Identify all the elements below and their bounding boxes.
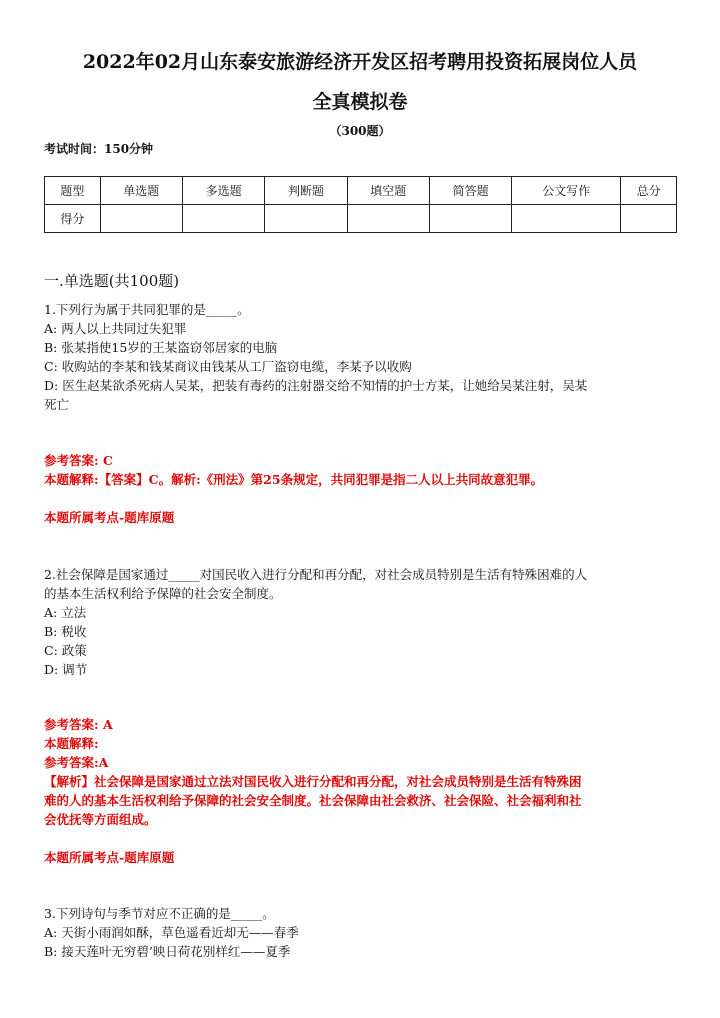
document-title-line1: 2022年02月山东泰安旅游经济开发区招考聘用投资拓展岗位人员 xyxy=(82,51,638,73)
q2-option-d: D: 调节 xyxy=(44,662,88,677)
score-table xyxy=(44,176,677,233)
score-header-cell: 简答题 xyxy=(429,177,511,205)
q1-option-b: B: 张某指使15岁的王某盗窃邻居家的电脑 xyxy=(44,340,278,355)
score-cell xyxy=(621,205,677,233)
score-header-cell: 公文写作 xyxy=(512,177,621,205)
q2-explanation-line3: 会优抚等方面组成。 xyxy=(44,812,157,827)
score-cell xyxy=(512,205,621,233)
score-header-cell: 填空题 xyxy=(347,177,429,205)
score-cell xyxy=(100,205,182,233)
q1-explanation: 本题解释:【答案】C。解析:《刑法》第25条规定，共同犯罪是指二人以上共同故意犯罪。 xyxy=(44,472,544,487)
q2-answer-repeat: 参考答案:A xyxy=(44,755,109,770)
score-cell xyxy=(182,205,264,233)
score-header-cell: 判断题 xyxy=(265,177,347,205)
score-row-label: 得分 xyxy=(45,205,101,233)
score-cell xyxy=(429,205,511,233)
q2-option-b: B: 税收 xyxy=(44,624,87,639)
q3-stem: 3.下列诗句与季节对应不正确的是_____。 xyxy=(44,906,275,921)
q2-explanation-line1: 【解析】社会保障是国家通过立法对国民收入进行分配和再分配，对社会成员特别是生活有特殊困 xyxy=(44,774,582,789)
score-header-cell: 单选题 xyxy=(100,177,182,205)
q1-source: 本题所属考点-题库原题 xyxy=(44,510,175,525)
score-header-cell: 总分 xyxy=(621,177,677,205)
q2-option-a: A: 立法 xyxy=(44,605,87,620)
score-header-cell: 多选题 xyxy=(182,177,264,205)
q3-option-b: B: 接天莲叶无穷碧’映日荷花别样红——夏季 xyxy=(44,944,291,959)
q2-option-c: C: 政策 xyxy=(44,643,87,658)
q2-explanation-label: 本题解释: xyxy=(44,736,99,751)
score-cell xyxy=(265,205,347,233)
score-table-score-row xyxy=(45,205,677,233)
q1-stem: 1.下列行为属于共同犯罪的是_____。 xyxy=(44,302,250,317)
q2-answer: 参考答案: A xyxy=(44,717,113,732)
q1-option-d-line1: D: 医生赵某欲杀死病人吴某，把装有毒药的注射器交给不知情的护士方某，让她给吴某注射，吴某 xyxy=(44,378,588,393)
question-count: （300题） xyxy=(329,124,391,138)
q3-option-a: A: 天街小雨润如酥，草色遥看近却无——春季 xyxy=(44,925,299,940)
q2-stem-line1: 2.社会保障是国家通过_____对国民收入进行分配和再分配，对社会成员特别是生活有特殊困难的人 xyxy=(44,567,588,582)
score-header-cell: 题型 xyxy=(45,177,101,205)
document-title-line2: 全真模拟卷 xyxy=(312,91,408,113)
score-table-header-row xyxy=(45,177,677,205)
q1-option-a: A: 两人以上共同过失犯罪 xyxy=(44,321,187,336)
q2-source: 本题所属考点-题库原题 xyxy=(44,850,175,865)
exam-time: 考试时间：150分钟 xyxy=(44,142,154,156)
q1-option-c: C: 收购站的李某和钱某商议由钱某从工厂盗窃电缆，李某予以收购 xyxy=(44,359,412,374)
q2-explanation-line2: 难的人的基本生活权利给予保障的社会安全制度。社会保障由社会救济、社会保险、社会福利和社 xyxy=(44,793,582,808)
section-title: 一.单选题(共100题) xyxy=(44,272,180,290)
q2-stem-line2: 的基本生活权利给予保障的社会安全制度。 xyxy=(44,586,282,601)
score-cell xyxy=(347,205,429,233)
q1-option-d-line2: 死亡 xyxy=(44,397,70,412)
q1-answer: 参考答案: C xyxy=(44,453,113,468)
